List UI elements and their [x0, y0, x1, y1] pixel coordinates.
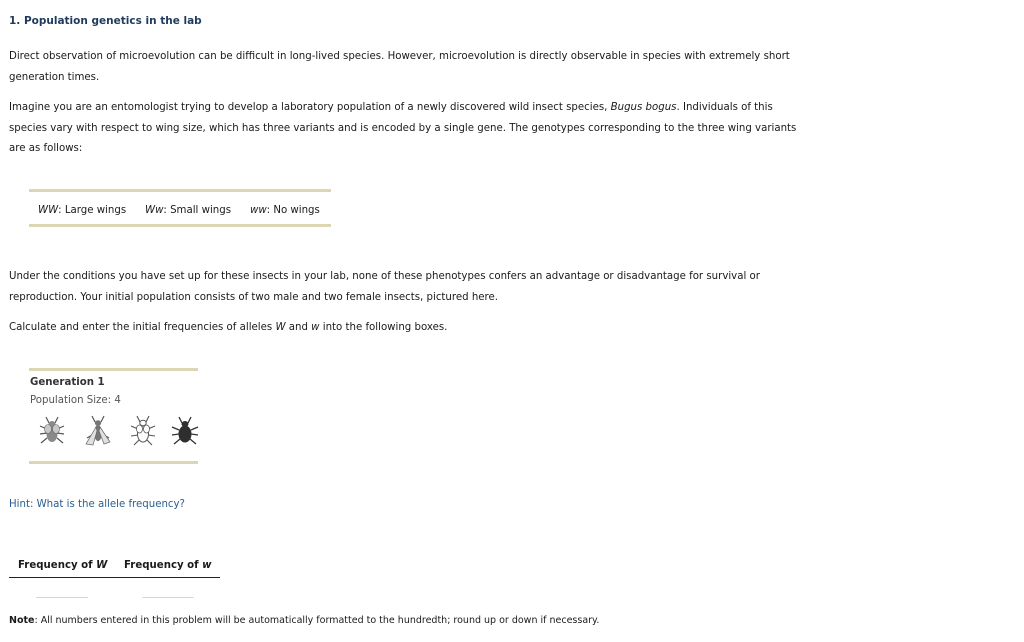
allele-symbol: w — [202, 560, 212, 571]
scenario-paragraph — [9, 98, 809, 160]
header-label: Frequency of — [18, 560, 97, 571]
scenario-line-2: species vary with respect to wing size, which has three variants and is encoded by a single gene. The genotypes corresponding to the three wing variants — [9, 122, 797, 134]
frequency-w-recessive-header — [124, 560, 212, 571]
frequency-w-dominant-header — [18, 560, 107, 571]
allele-symbol: w — [311, 322, 320, 333]
insect-no-wings-icon — [170, 414, 200, 448]
generation-panel — [29, 368, 198, 464]
generation-title: Generation 1 — [30, 377, 105, 388]
problem-title: 1. Population genetics in the lab — [9, 15, 202, 27]
note-label: Note — [9, 615, 35, 626]
genotype-ww-small — [145, 205, 231, 216]
insect-large-wings-icon — [83, 414, 113, 448]
allele-symbol: W — [96, 560, 108, 571]
frequency-table-header — [9, 560, 220, 578]
genotype-code: WW — [38, 205, 59, 216]
intro-paragraph — [9, 47, 809, 88]
genotype-ww-none — [250, 205, 320, 216]
conditions-line-2: reproduction. Your initial population consists of two male and two female insects, pictured here. — [9, 291, 499, 303]
insect-small-wings-outline-icon — [128, 414, 158, 448]
header-label: Frequency of — [124, 560, 203, 571]
genotype-code: ww — [250, 205, 267, 216]
genotype-code: Ww — [145, 205, 164, 216]
hint-link[interactable]: Hint: What is the allele frequency? — [9, 499, 185, 510]
intro-line-1: Direct observation of microevolution can be difficult in long-lived species. However, microevolution is directly observable in species with extremely short — [9, 51, 790, 62]
conditions-line-1: Under the conditions you have set up for these insects in your lab, none of these phenotypes confers an advantage or disadvantage for survival or — [9, 271, 760, 282]
genotype-table — [29, 189, 331, 227]
scenario-line-1 — [9, 98, 809, 119]
population-size: Population Size: 4 — [30, 395, 121, 406]
phenotype-label: : Large wings — [58, 205, 127, 216]
note-body: : All numbers entered in this problem will be automatically formatted to the hundredth; round up or down if necessary. — [34, 615, 600, 626]
intro-line-2: generation times. — [9, 71, 100, 83]
genotype-ww-large — [38, 205, 126, 216]
instruction-part: Calculate and enter the initial frequencies of alleles — [9, 322, 276, 333]
phenotype-label: : No wings — [266, 205, 320, 216]
insect-small-wings-icon — [37, 414, 67, 448]
allele-symbol: W — [275, 322, 286, 333]
instruction-part: and — [285, 322, 312, 333]
instruction-part: into the following boxes. — [319, 322, 448, 333]
frequency-w-dominant-input[interactable] — [36, 583, 88, 598]
scenario-text: . Individuals of this — [676, 102, 773, 113]
scenario-line-3: are as follows: — [9, 143, 83, 154]
note-text — [9, 615, 599, 626]
conditions-paragraph — [9, 267, 809, 308]
species-name: Bugus bogus — [610, 102, 677, 113]
frequency-w-recessive-input[interactable] — [142, 583, 194, 598]
phenotype-label: : Small wings — [163, 205, 232, 216]
scenario-text: Imagine you are an entomologist trying to develop a laboratory population of a newly discovered wild insect species, — [9, 102, 611, 113]
instruction-text — [9, 318, 809, 339]
